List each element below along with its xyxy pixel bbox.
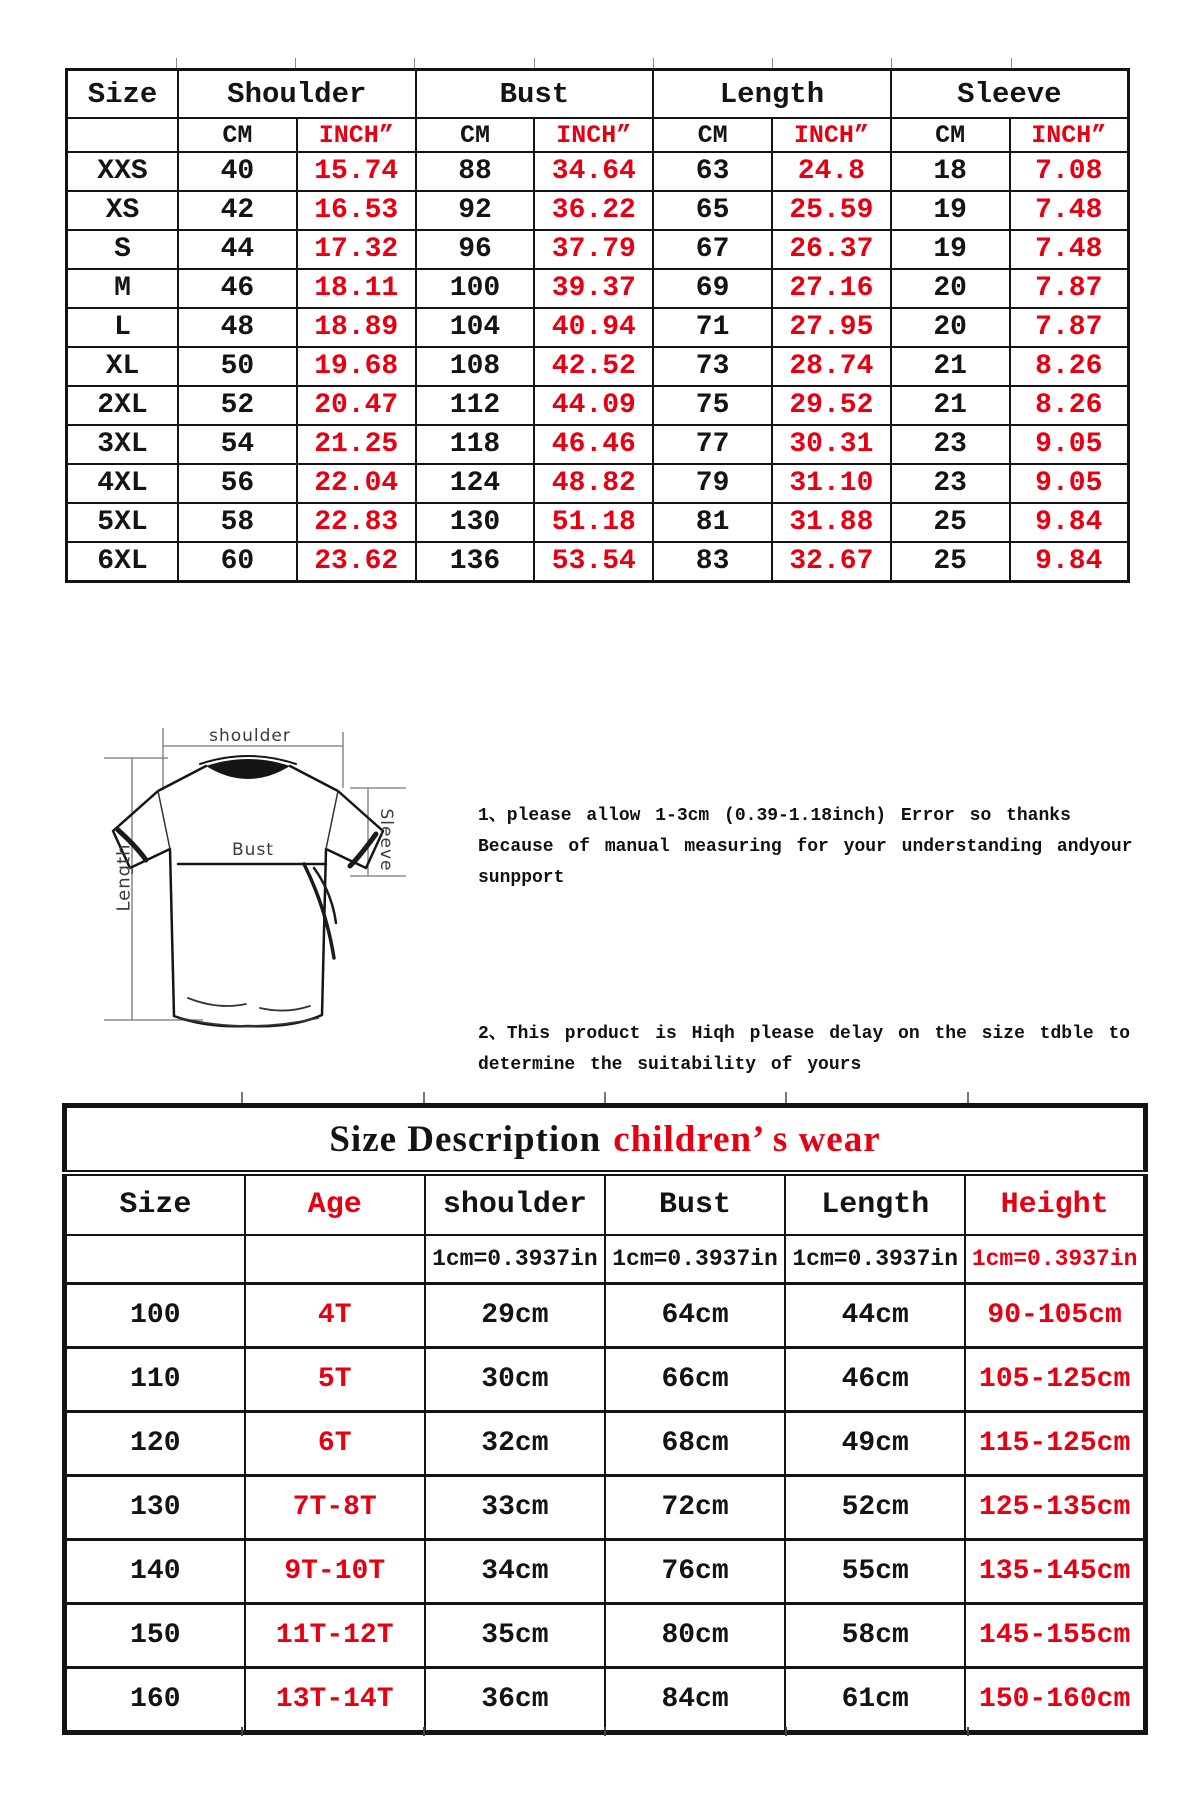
cm-cell: 67 (653, 230, 772, 269)
shoulder-cell: 35cm (425, 1604, 605, 1668)
bust-cell: 76cm (605, 1540, 785, 1604)
kids-header-age: Age (245, 1173, 425, 1235)
gridline-ticks-top (65, 58, 1130, 68)
inch-cell: 34.64 (534, 152, 653, 191)
cm-cell: 63 (653, 152, 772, 191)
cm-cell: 20 (891, 269, 1010, 308)
inch-cell: 9.05 (1010, 425, 1129, 464)
height-cell: 145-155cm (965, 1604, 1145, 1668)
adult-row-2xl (67, 386, 1129, 425)
adult-row-xl (67, 347, 1129, 386)
inch-cell: 29.52 (772, 386, 891, 425)
adult-row-xxs (67, 152, 1129, 191)
length-cell: 52cm (785, 1476, 965, 1540)
cm-cell: 25 (891, 542, 1010, 582)
inch-cell: 21.25 (297, 425, 416, 464)
inch-cell: 39.37 (534, 269, 653, 308)
size-cell: M (67, 269, 179, 308)
unit-note: 1cm=0.3937in (965, 1235, 1145, 1284)
cm-cell: 48 (178, 308, 297, 347)
inch-cell: 9.84 (1010, 542, 1129, 582)
shoulder-cell: 33cm (425, 1476, 605, 1540)
length-cell: 55cm (785, 1540, 965, 1604)
adult-row-s (67, 230, 1129, 269)
unit-note: 1cm=0.3937in (425, 1235, 605, 1284)
bust-cell: 64cm (605, 1284, 785, 1348)
cm-cell: 75 (653, 386, 772, 425)
unit-cm: CM (416, 118, 535, 152)
size-cell: 100 (65, 1284, 245, 1348)
note-size-table (478, 1019, 1130, 1081)
kids-header-height: Height (965, 1173, 1145, 1235)
cm-cell: 20 (891, 308, 1010, 347)
inch-cell: 46.46 (534, 425, 653, 464)
bust-cell: 72cm (605, 1476, 785, 1540)
inch-cell: 19.68 (297, 347, 416, 386)
size-cell: 4XL (67, 464, 179, 503)
cm-cell: 104 (416, 308, 535, 347)
inch-cell: 7.87 (1010, 269, 1129, 308)
shoulder-cell: 32cm (425, 1412, 605, 1476)
inch-cell: 24.8 (772, 152, 891, 191)
inch-cell: 28.74 (772, 347, 891, 386)
diagram-label-bust: Bust (232, 840, 274, 860)
kids-title-row (65, 1106, 1146, 1174)
inch-cell: 7.87 (1010, 308, 1129, 347)
inch-cell: 27.95 (772, 308, 891, 347)
cm-cell: 112 (416, 386, 535, 425)
bust-cell: 80cm (605, 1604, 785, 1668)
cm-cell: 52 (178, 386, 297, 425)
length-cell: 44cm (785, 1284, 965, 1348)
kids-header-row (65, 1173, 1146, 1235)
inch-cell: 44.09 (534, 386, 653, 425)
size-cell: 6XL (67, 542, 179, 582)
inch-cell: 9.05 (1010, 464, 1129, 503)
cm-cell: 81 (653, 503, 772, 542)
cm-cell: 69 (653, 269, 772, 308)
inch-cell: 30.31 (772, 425, 891, 464)
adult-header-bust: Bust (416, 70, 654, 119)
bust-cell: 68cm (605, 1412, 785, 1476)
inch-cell: 31.88 (772, 503, 891, 542)
inch-cell: 20.47 (297, 386, 416, 425)
size-cell: 150 (65, 1604, 245, 1668)
cm-cell: 118 (416, 425, 535, 464)
age-cell: 9T-10T (245, 1540, 425, 1604)
unit-inch: INCH” (297, 118, 416, 152)
diagram-label-length: Length (113, 843, 135, 912)
height-cell: 90-105cm (965, 1284, 1145, 1348)
cm-cell: 136 (416, 542, 535, 582)
length-cell: 46cm (785, 1348, 965, 1412)
empty-cell (65, 1235, 245, 1284)
length-cell: 49cm (785, 1412, 965, 1476)
tshirt-collar (206, 759, 290, 779)
cm-cell: 21 (891, 386, 1010, 425)
cm-cell: 79 (653, 464, 772, 503)
kids-units-row (65, 1235, 1146, 1284)
inch-cell: 18.89 (297, 308, 416, 347)
unit-note: 1cm=0.3937in (785, 1235, 965, 1284)
inch-cell: 40.94 (534, 308, 653, 347)
age-cell: 5T (245, 1348, 425, 1412)
size-cell: L (67, 308, 179, 347)
children-size-table (62, 1103, 1148, 1735)
height-cell: 125-135cm (965, 1476, 1145, 1540)
kids-title-black: Size Description (329, 1118, 602, 1160)
inch-cell: 53.54 (534, 542, 653, 582)
cm-cell: 42 (178, 191, 297, 230)
adult-row-l (67, 308, 1129, 347)
kids-row-100 (65, 1284, 1146, 1348)
cm-cell: 54 (178, 425, 297, 464)
cm-cell: 83 (653, 542, 772, 582)
adult-row-xs (67, 191, 1129, 230)
inch-cell: 17.32 (297, 230, 416, 269)
inch-cell: 37.79 (534, 230, 653, 269)
kids-table-title (65, 1106, 1146, 1174)
kids-title-red: children’ s wear (613, 1118, 881, 1160)
age-cell: 7T-8T (245, 1476, 425, 1540)
kids-header-shoulder: shoulder (425, 1173, 605, 1235)
unit-inch: INCH” (534, 118, 653, 152)
inch-cell: 51.18 (534, 503, 653, 542)
cm-cell: 108 (416, 347, 535, 386)
cm-cell: 58 (178, 503, 297, 542)
adult-row-5xl (67, 503, 1129, 542)
cm-cell: 56 (178, 464, 297, 503)
inch-cell: 7.48 (1010, 191, 1129, 230)
height-cell: 150-160cm (965, 1668, 1145, 1733)
inch-cell: 15.74 (297, 152, 416, 191)
unit-inch: INCH” (1010, 118, 1129, 152)
adult-header-size: Size (67, 70, 179, 119)
age-cell: 6T (245, 1412, 425, 1476)
cm-cell: 21 (891, 347, 1010, 386)
inch-cell: 32.67 (772, 542, 891, 582)
size-cell: 2XL (67, 386, 179, 425)
adult-header-sleeve: Sleeve (891, 70, 1129, 119)
adult-size-table (65, 68, 1130, 583)
size-cell: 5XL (67, 503, 179, 542)
kids-row-130 (65, 1476, 1146, 1540)
note-line: 1、please allow 1-3cm (0.39-1.18inch) Error so thanks (478, 806, 1071, 826)
shoulder-cell: 29cm (425, 1284, 605, 1348)
cm-cell: 23 (891, 425, 1010, 464)
bust-cell: 66cm (605, 1348, 785, 1412)
note-line: 2、This product is Hiqh please delay on the size tdble to (478, 1024, 1131, 1044)
cm-cell: 40 (178, 152, 297, 191)
cm-cell: 50 (178, 347, 297, 386)
cm-cell: 23 (891, 464, 1010, 503)
cm-cell: 44 (178, 230, 297, 269)
unit-cm: CM (891, 118, 1010, 152)
gridline-ticks-kids-bottom (62, 1727, 1148, 1736)
size-cell: XS (67, 191, 179, 230)
inch-cell: 22.04 (297, 464, 416, 503)
inch-cell: 22.83 (297, 503, 416, 542)
cm-cell: 130 (416, 503, 535, 542)
inch-cell: 25.59 (772, 191, 891, 230)
inch-cell: 48.82 (534, 464, 653, 503)
gridline-ticks-kids-top (62, 1092, 1148, 1103)
unit-inch: INCH” (772, 118, 891, 152)
age-cell: 4T (245, 1284, 425, 1348)
size-cell: 130 (65, 1476, 245, 1540)
kids-row-140 (65, 1540, 1146, 1604)
cm-cell: 18 (891, 152, 1010, 191)
inch-cell: 18.11 (297, 269, 416, 308)
adult-header-shoulder: Shoulder (178, 70, 416, 119)
size-cell: XXS (67, 152, 179, 191)
cm-cell: 71 (653, 308, 772, 347)
cm-cell: 25 (891, 503, 1010, 542)
adult-row-4xl (67, 464, 1129, 503)
inch-cell: 16.53 (297, 191, 416, 230)
size-cell: 110 (65, 1348, 245, 1412)
cm-cell: 77 (653, 425, 772, 464)
note-line: determine the suitability of yours (478, 1055, 862, 1075)
height-cell: 105-125cm (965, 1348, 1145, 1412)
inch-cell: 42.52 (534, 347, 653, 386)
cm-cell: 88 (416, 152, 535, 191)
kids-header-bust: Bust (605, 1173, 785, 1235)
age-cell: 13T-14T (245, 1668, 425, 1733)
shoulder-cell: 36cm (425, 1668, 605, 1733)
adult-row-3xl (67, 425, 1129, 464)
kids-header-length: Length (785, 1173, 965, 1235)
shoulder-cell: 34cm (425, 1540, 605, 1604)
cm-cell: 73 (653, 347, 772, 386)
size-cell: 140 (65, 1540, 245, 1604)
diagram-label-sleeve: Sleeve (376, 808, 396, 872)
cm-cell: 65 (653, 191, 772, 230)
tshirt-outline (113, 756, 383, 1026)
cm-cell: 96 (416, 230, 535, 269)
kids-header-size: Size (65, 1173, 245, 1235)
size-cell: 160 (65, 1668, 245, 1733)
cm-cell: 92 (416, 191, 535, 230)
adult-header-row (67, 70, 1129, 119)
size-cell: 120 (65, 1412, 245, 1476)
size-cell: S (67, 230, 179, 269)
length-cell: 58cm (785, 1604, 965, 1668)
unit-note: 1cm=0.3937in (605, 1235, 785, 1284)
inch-cell: 8.26 (1010, 386, 1129, 425)
height-cell: 135-145cm (965, 1540, 1145, 1604)
adult-row-6xl (67, 542, 1129, 582)
bust-cell: 84cm (605, 1668, 785, 1733)
unit-cm: CM (178, 118, 297, 152)
inch-cell: 8.26 (1010, 347, 1129, 386)
cm-cell: 100 (416, 269, 535, 308)
note-line: Because of manual measuring for your understanding andyour (478, 837, 1133, 857)
size-cell: XL (67, 347, 179, 386)
size-cell: 3XL (67, 425, 179, 464)
inch-cell: 36.22 (534, 191, 653, 230)
cm-cell: 124 (416, 464, 535, 503)
cm-cell: 60 (178, 542, 297, 582)
unit-cm: CM (653, 118, 772, 152)
inch-cell: 9.84 (1010, 503, 1129, 542)
age-cell: 11T-12T (245, 1604, 425, 1668)
kids-row-160 (65, 1668, 1146, 1733)
cm-cell: 19 (891, 191, 1010, 230)
diagram-label-shoulder: shoulder (209, 726, 291, 746)
kids-row-120 (65, 1412, 1146, 1476)
adult-units-row (67, 118, 1129, 152)
tshirt-diagram (88, 718, 418, 1048)
inch-cell: 27.16 (772, 269, 891, 308)
empty-cell (245, 1235, 425, 1284)
shoulder-cell: 30cm (425, 1348, 605, 1412)
height-cell: 115-125cm (965, 1412, 1145, 1476)
empty-cell (67, 118, 179, 152)
cm-cell: 46 (178, 269, 297, 308)
inch-cell: 31.10 (772, 464, 891, 503)
inch-cell: 7.48 (1010, 230, 1129, 269)
adult-header-length: Length (653, 70, 891, 119)
note-line: sunpport (478, 868, 565, 888)
cm-cell: 19 (891, 230, 1010, 269)
inch-cell: 23.62 (297, 542, 416, 582)
kids-row-110 (65, 1348, 1146, 1412)
tshirt-shading (118, 791, 376, 1026)
length-cell: 61cm (785, 1668, 965, 1733)
inch-cell: 26.37 (772, 230, 891, 269)
note-measuring-error (478, 801, 1133, 894)
inch-cell: 7.08 (1010, 152, 1129, 191)
kids-row-150 (65, 1604, 1146, 1668)
adult-row-m (67, 269, 1129, 308)
